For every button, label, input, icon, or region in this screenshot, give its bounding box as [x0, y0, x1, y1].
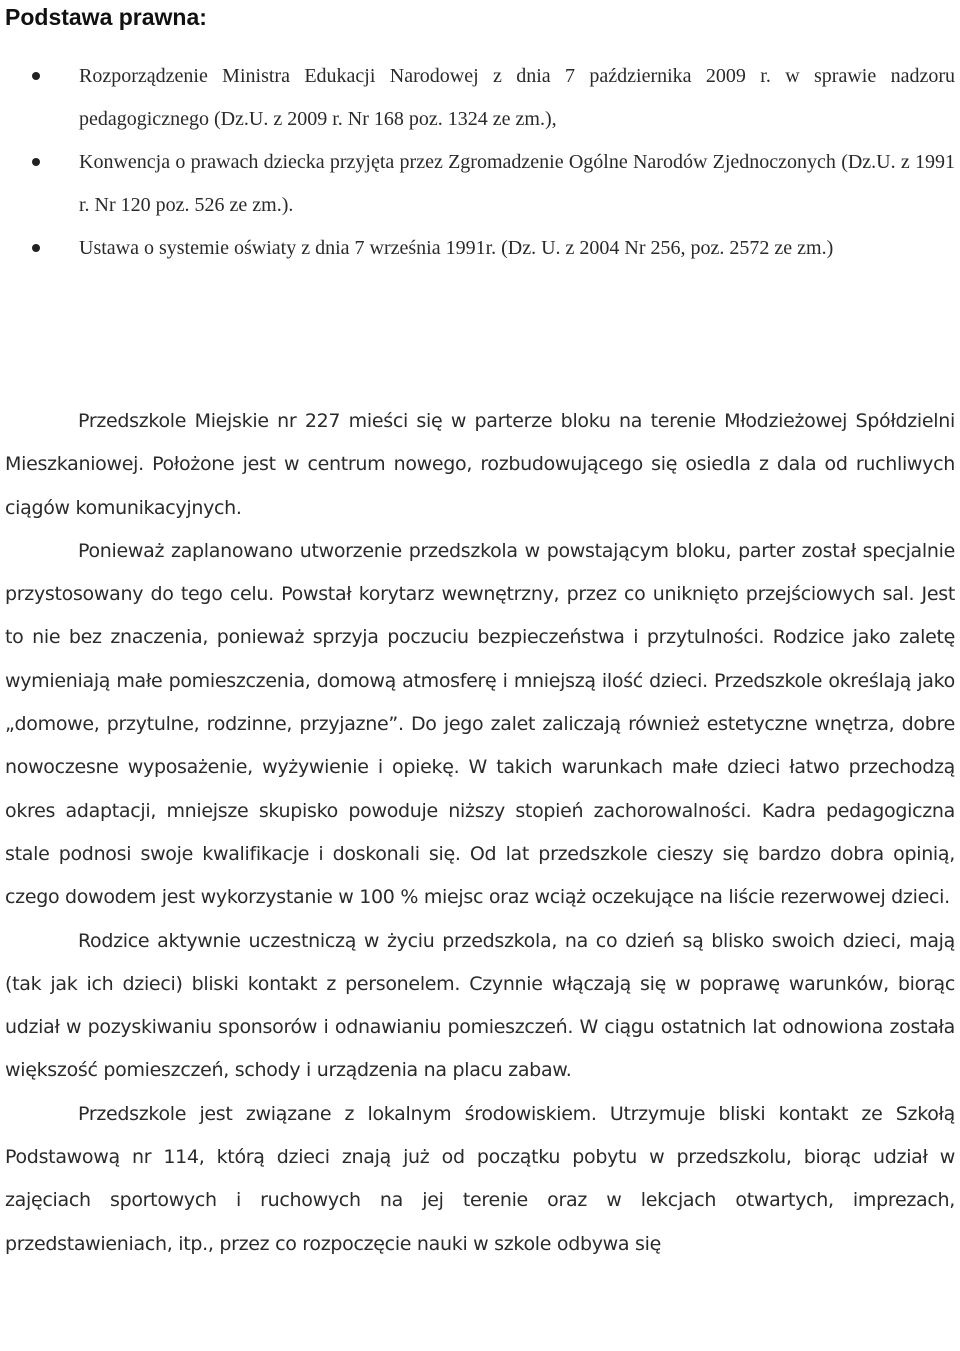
bullet-icon [32, 158, 40, 166]
paragraph-location: Przedszkole Miejskie nr 227 mieści się w parterze bloku na terenie Młodzieżowej Spółdzielni Mieszkaniowej. Położone jest w centrum nowego, rozbudowującego się osiedla z dala od ruchliwych ciągów komunikacyjnych. [5, 410, 955, 519]
legal-basis-item [5, 227, 955, 270]
paragraph-community: Przedszkole jest związane z lokalnym środowiskiem. Utrzymuje bliski kontakt ze Szkołą Podstawową nr 114, którą dzieci znają już od początku pobytu w przedszkolu, biorąc udział w zajęciach sportowych i ruchowych na jej terenie oraz w lekcjach otwartych, imprezach, przedstawieniach, itp., przez co rozpoczęcie nauki w szkole odbywa się [5, 1102, 955, 1255]
legal-basis-item [5, 141, 955, 227]
legal-basis-list [5, 55, 955, 270]
bullet-icon [32, 244, 40, 252]
legal-basis-text: Ustawa o systemie oświaty z dnia 7 września 1991r. (Dz. U. z 2004 Nr 256, poz. 2572 ze zm.) [79, 237, 834, 259]
description-body [5, 400, 955, 1266]
legal-basis-text: Konwencja o prawach dziecka przyjęta przez Zgromadzenie Ogólne Narodów Zjednoczonych (Dz.U. z 1991 r. Nr 120 poz. 526 ze zm.). [79, 151, 955, 216]
paragraph-parents: Rodzice aktywnie uczestniczą w życiu przedszkola, na co dzień są blisko swoich dzieci, mają (tak jak ich dzieci) bliski kontakt z personelem. Czynnie włączają się w poprawę warunków, biorąc udział w pozyskiwaniu sponsorów i odnawianiu pomieszczeń. W ciągu ostatnich lat odnowiona została większość pomieszczeń, schody i urządzenia na placu zabaw. [5, 929, 955, 1082]
legal-basis-item [5, 55, 955, 141]
legal-basis-text: Rozporządzenie Ministra Edukacji Narodowej z dnia 7 października 2009 r. w sprawie nadzoru pedagogicznego (Dz.U. z 2009 r. Nr 168 poz. 1324 ze zm.), [79, 65, 955, 130]
paragraph-building: Ponieważ zaplanowano utworzenie przedszkola w powstającym bloku, parter został specjalnie przystosowany do tego celu. Powstał korytarz wewnętrzny, przez co uniknięto przejściowych sal. Jest to nie bez znaczenia, ponieważ sprzyja poczuciu bezpieczeństwa i przytulności. Rodzice jako zaletę wymieniają małe pomieszczenia, domową atmosferę i mniejszą ilość dzieci. Przedszkole określają jako „domowe, przytulne, rodzinne, przyjazne”. Do jego zalet zaliczają również estetyczne wnętrza, dobre nowoczesne wyposażenie, wyżywienie i opiekę. W takich warunkach małe dzieci łatwo przechodzą okres adaptacji, mniejsze skupisko powoduje niższy stopień zachorowalności. Kadra pedagogiczna stale podnosi swoje kwalifikacje i doskonali się. Od lat przedszkole cieszy się bardzo dobra opinią, czego dowodem jest wykorzystanie w 100 % miejsc oraz wciąż oczekujące na liście rezerwowej dzieci. [5, 539, 955, 909]
bullet-icon [32, 72, 40, 80]
section-heading: Podstawa prawna: [5, 4, 207, 30]
